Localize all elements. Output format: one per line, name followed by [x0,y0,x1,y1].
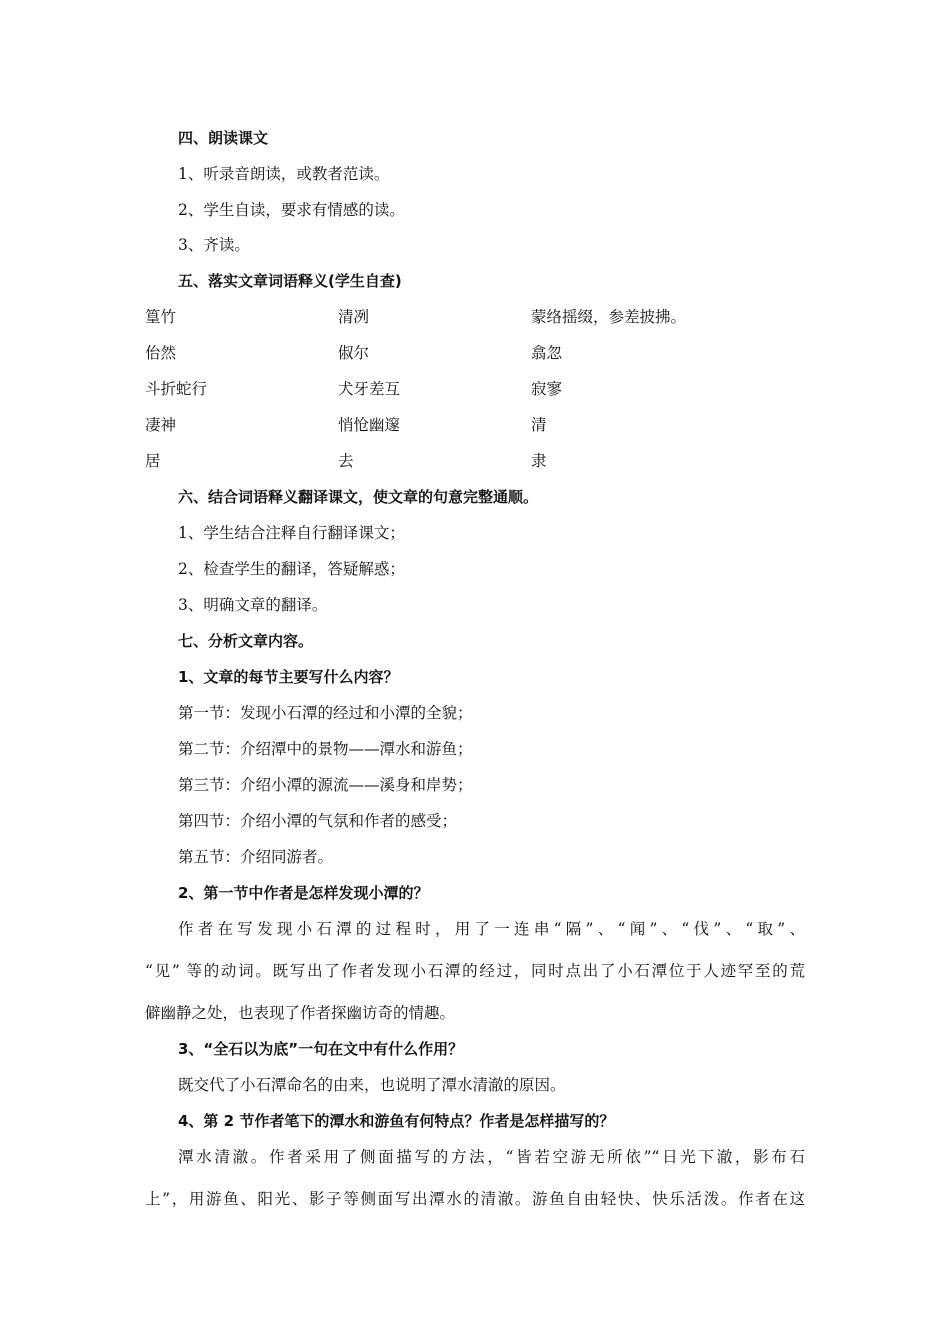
q2-answer-line-3: 僻幽静之处，也表现了作者探幽访奇的情趣。 [145,1004,456,1022]
vocab-cell: 隶 [531,452,547,470]
sec4-item-1: 1、听录音朗读，或教者范读。 [178,165,390,183]
vocab-cell: 去 [338,452,354,470]
section-7-heading: 七、分析文章内容。 [178,632,314,650]
section-5-heading: 五、落实文章词语释义(学生自查) [178,272,402,290]
question-4: 4、第 2 节作者笔下的潭水和游鱼有何特点？作者是怎样描写的？ [178,1112,615,1130]
sec4-item-2: 2、学生自读，要求有情感的读。 [178,201,405,219]
sec6-item-3: 3、明确文章的翻译。 [178,596,328,614]
vocab-cell: 居 [145,452,161,470]
vocab-cell: 俶尔 [338,344,370,362]
vocab-cell: 清冽 [338,308,370,326]
vocab-cell: 篁竹 [145,308,177,326]
q4-answer-line-1: 潭水清澈。作者采用了侧面描写的方法，“皆若空游无所依”“日光下澈，影布石 [178,1148,805,1166]
vocab-cell: 寂寥 [531,380,563,398]
question-1: 1、文章的每节主要写什么内容？ [178,668,399,686]
vocab-cell: 犬牙差互 [338,380,401,398]
vocab-cell: 清 [531,416,547,434]
question-2: 2、第一节中作者是怎样发现小潭的？ [178,884,429,902]
vocab-cell: 斗折蛇行 [145,380,208,398]
q2-answer-line-1: 作者在写发现小石潭的过程时，用了一连串“隔”、“闻”、“伐”、“取”、 [178,920,805,938]
section-4-heading: 四、朗读课文 [178,129,269,147]
q1-answer-2: 第二节：介绍潭中的景物——潭水和游鱼； [178,740,473,758]
vocab-cell: 翕忽 [531,344,563,362]
q3-answer: 既交代了小石潭命名的由来，也说明了潭水清澈的原因。 [178,1076,566,1094]
vocab-cell: 佁然 [145,344,177,362]
vocab-cell: 凄神 [145,416,177,434]
vocab-cell: 蒙络摇缀，参差披拂。 [531,308,687,326]
section-6-heading: 六、结合词语释义翻译课文，使文章的句意完整通顺。 [178,488,539,506]
q1-answer-3: 第三节：介绍小潭的源流——溪身和岸势； [178,776,473,794]
q2-answer-line-2: “见” 等的动词。既写出了作者发现小石潭的经过，同时点出了小石潭位于人迹罕至的荒 [145,962,805,980]
sec4-item-3: 3、齐读。 [178,236,250,254]
q1-answer-5: 第五节：介绍同游者。 [178,848,334,866]
q4-answer-line-2: 上”，用游鱼、阳光、影子等侧面写出潭水的清澈。游鱼自由轻快、快乐活泼。作者在这 [145,1190,805,1208]
sec6-item-2: 2、检查学生的翻译，答疑解惑； [178,560,405,578]
vocab-cell: 悄怆幽邃 [338,416,401,434]
q1-answer-4: 第四节：介绍小潭的气氛和作者的感受； [178,812,458,830]
question-3: 3、“全石以为底”一句在文中有什么作用？ [178,1040,464,1058]
q1-answer-1: 第一节：发现小石潭的经过和小潭的全貌； [178,704,473,722]
sec6-item-1: 1、学生结合注释自行翻译课文； [178,524,405,542]
